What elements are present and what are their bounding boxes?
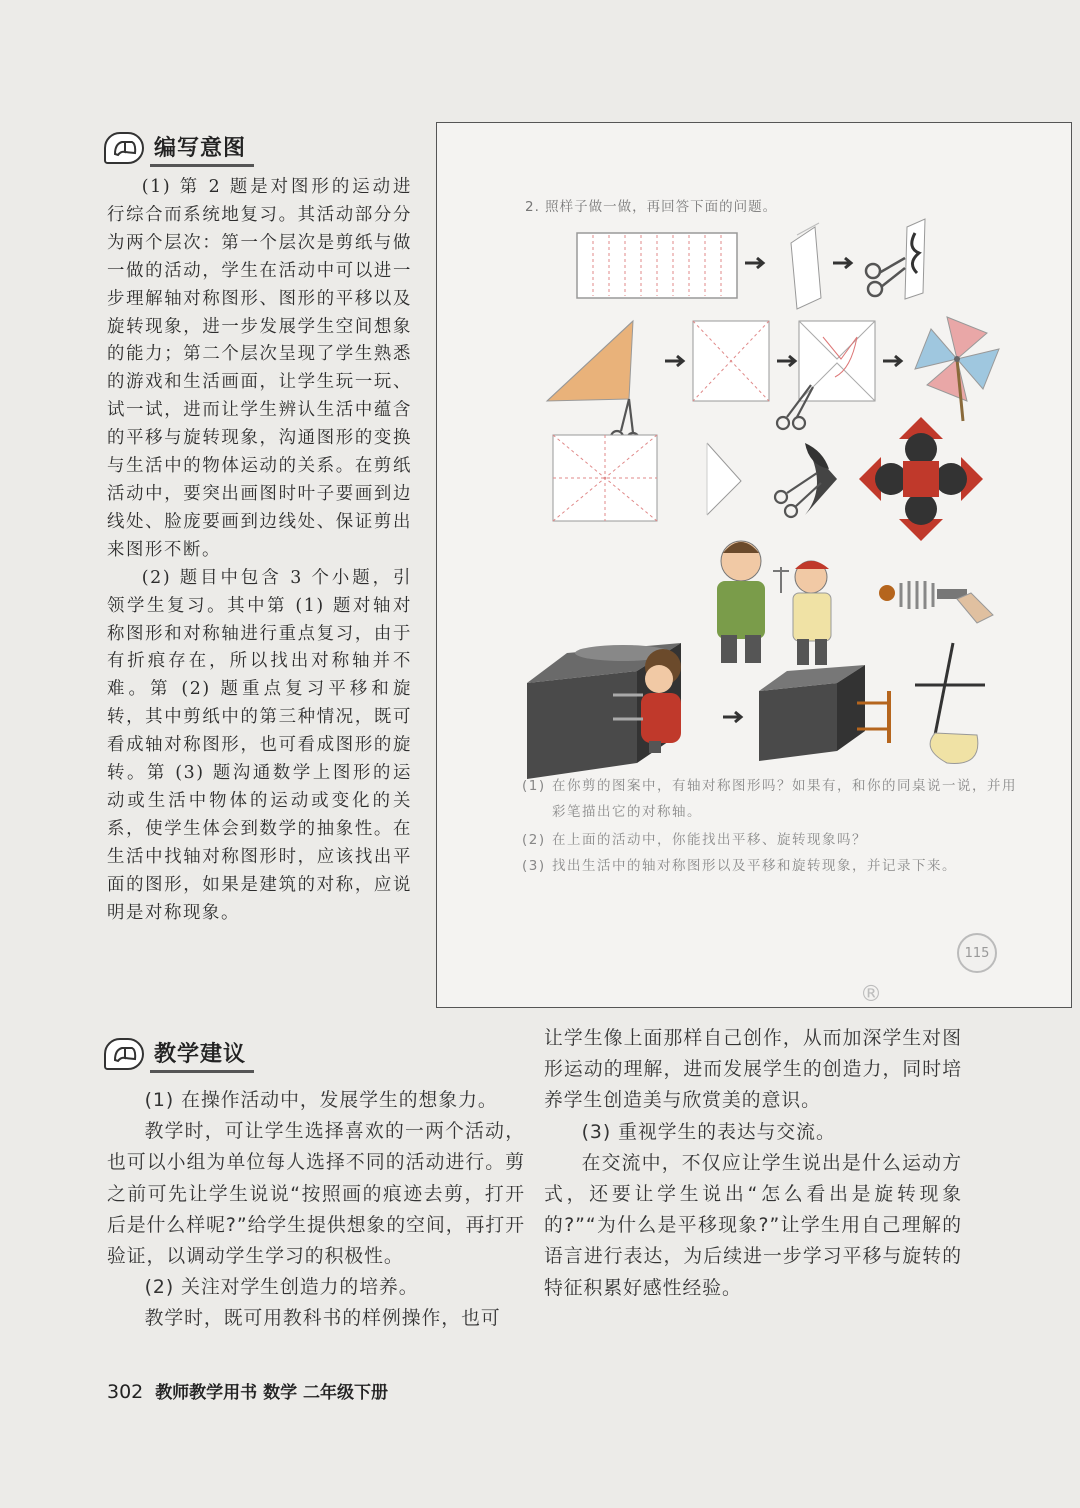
hand-book-icon	[104, 132, 144, 164]
intent-title: 编写意图	[150, 129, 254, 167]
intent-heading	[104, 128, 254, 168]
intent-paragraph-1: (1) 第 2 题是对图形的运动进行综合而系统地复习。其活动部分分为两个层次：第一个层次是剪纸与做一做的活动，学生在活动中可以进一步理解轴对称图形、图形的平移以及旋转现象，进一步发展学生空间想象的能力；第二个层次呈现了学生熟悉的游戏和生活画面，让学生玩一玩、试一试，进而让学生辨认生活中蕴含的平移与旋转现象，沟通图形的变换与生活中的物体运动的关系。在剪纸活动中，要突出画图时叶子要画到边线处、脸庞要画到边线处、保证剪出来图形不断。	[107, 177, 412, 560]
book-title: 教师教学用书 数学 二年级下册	[155, 1383, 389, 1403]
suggest-title: 教学建议	[150, 1035, 254, 1073]
suggest-right-column	[544, 1023, 962, 1304]
textbook-question-3: (3) 找出生活中的轴对称图形以及平移和旋转现象，并记录下来。	[522, 858, 957, 874]
textbook-page-number: 115	[957, 933, 997, 973]
cabinet-illustration	[759, 665, 889, 761]
watermark: ®	[860, 982, 882, 1007]
textbook-exercise-title: 2. 照样子做一做，再回答下面的问题。	[525, 199, 778, 215]
suggest-paragraph-2-continued: 让学生像上面那样自己创作，从而加深学生对图形运动的理解，进而发展学生的创造力，同时培养学生创造美与欣赏美的意识。	[544, 1028, 962, 1112]
suggest-heading	[104, 1034, 254, 1074]
propeller-toy-illustration	[879, 581, 993, 623]
intent-paragraph-2: (2) 题目中包含 3 个小题，引领学生复习。其中第 (1) 题对轴对称图形和对称轴进行重点复习，由于有折痕存在，所以找出对称轴并不难。第 (2) 题重点复习平移和旋转，其中剪纸中的第三种情况，既可看成轴对称图形，也可看成图形的旋转。第 (3) 题沟通数学上图形的运动或生活中物体的运动或变化的关系，使学生体会到数学的抽象性。在生活中找轴对称图形时，应该找出平面的图形，如果是建筑的对称，应说明是对称现象。	[107, 567, 412, 923]
page-footer	[107, 1378, 388, 1403]
intent-body	[107, 174, 412, 927]
suggest-paragraph-2: 教学时，既可用教科书的样例操作，也可	[144, 1308, 501, 1330]
textbook-question-2: (2) 在上面的活动中，你能找出平移、旋转现象吗？	[522, 832, 867, 848]
spinning-top-illustration	[915, 643, 985, 763]
page-number: 302	[107, 1381, 144, 1403]
suggest-left-column	[107, 1085, 525, 1335]
hand-book-icon	[104, 1038, 144, 1070]
girl-drawer-illustration	[527, 643, 681, 779]
suggest-point-2: (2) 关注对学生创造力的培养。	[144, 1277, 419, 1299]
suggest-paragraph-3: 在交流中，不仅应让学生说出是什么运动方式，还要让学生说出“怎么看出是旋转现象的?”“为什么是平移现象?”让学生用自己理解的语言进行表达，为后续进一步学习平移与旋转的特征积累好感性经验。	[544, 1152, 962, 1299]
textbook-question-1: (1) 在你剪的图案中，有轴对称图形吗？如果有，和你的同桌说一说，并用彩笔描出它的对称轴。	[522, 778, 1017, 820]
textbook-excerpt	[436, 122, 1072, 1008]
children-playing-illustration	[717, 541, 831, 665]
suggest-paragraph-1: 教学时，可让学生选择喜欢的一两个活动，也可以小组为单位每人选择不同的活动进行。剪之前可先让学生说说“按照画的痕迹去剪，打开后是什么样呢?”给学生提供想象的空间，再打开验证，以调动学生学习的积极性。	[107, 1121, 525, 1268]
suggest-point-1: (1) 在操作活动中，发展学生的想象力。	[144, 1090, 498, 1111]
suggest-point-3: (3) 重视学生的表达与交流。	[581, 1121, 836, 1143]
